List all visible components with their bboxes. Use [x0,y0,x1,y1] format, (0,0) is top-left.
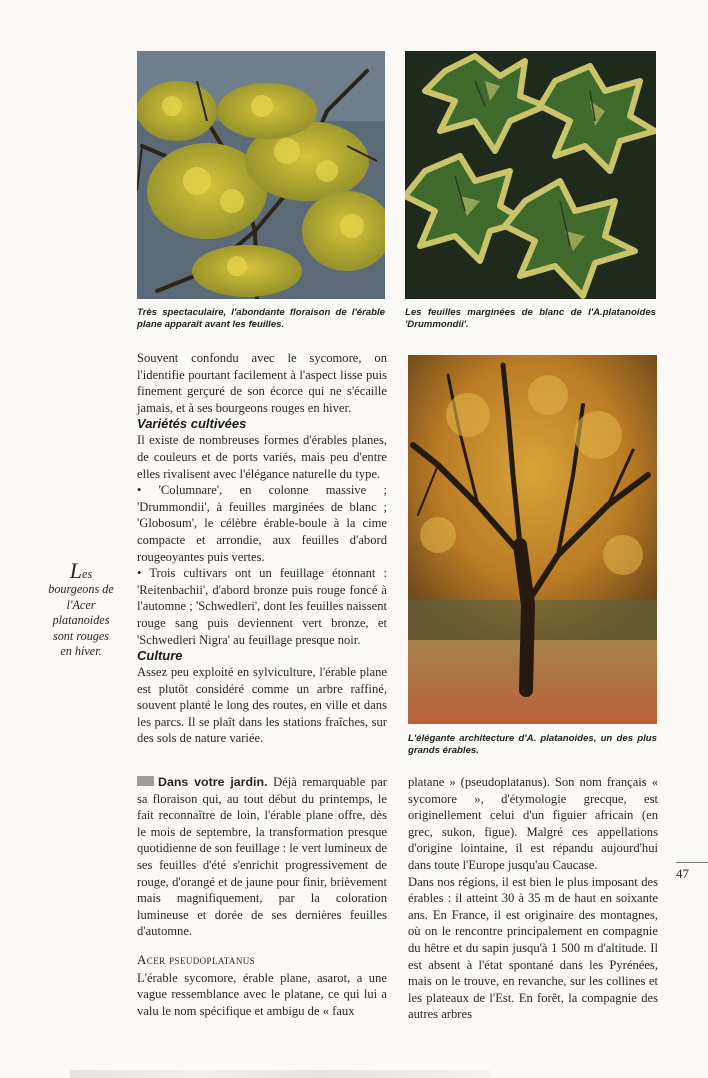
page-number: 47 [676,866,689,881]
heading-varietes: Variétés cultivées [137,416,247,432]
margin-note-text: es bourgeons de l'Acer platanoides sont rouges en hiver. [48,567,114,659]
varietes-paragraph-1: Il existe de nombreuses formes d'érables planes, de couleurs et de ports variés, mais peu d'entre elles rivalisent avec l'élégance naturelle du type. [137,433,387,481]
photo-tree-autumn [408,355,657,724]
section-marker [137,776,154,786]
photo-drummondii-leaves [405,51,656,299]
jardin-lead: Dans votre jardin. [158,775,268,789]
right-paragraph-1: platane » (pseudoplatanus). Son nom français « sycomore », d'étymologie grecque, est originellement celui d'un figuier africain (en grec, sukon, figue). Malgré ces appellations d'origine lointaine, il est répandu aujourd'hui dans toute l'Europe jusqu'au Caucase. [408,775,658,872]
jardin-text: Déjà remarquable par sa floraison qui, au tout début du printemps, le fait reconnaître de loin, l'érable plane offre, dès le mois de septembre, la transformation presque quotidienne de son feuillage : le vert lumineux de ses feuilles d'été s'enrichit progressivement de rouge, d'orangé et de jaune pour finir, brièvement mais magnifiquement, par la coloration lumineuse et dorée de ses dernières feuilles d'automne. [137,775,387,939]
margin-note-initial: L [69,558,83,583]
page-number-rule [676,862,708,863]
pseudo-paragraph: L'érable sycomore, érable plane, asarot, a une vague ressemblance avec le platane, ce qui lui a valu le nom spécifique et ambigu de « faux [137,970,387,1018]
main-text-lower-left [137,774,387,1019]
caption-flowering: Très spectaculaire, l'abondante floraison de l'érable plane apparaît avant les feuilles. [137,307,385,330]
heading-culture: Culture [137,648,183,664]
intro-paragraph: Souvent confondu avec le sycomore, on l'identifie pourtant facilement à l'aspect lisse puis finement gerçuré de son écorce qui ne s'écaille jamais, et à ses bourgeons rouges en hiver. [137,351,387,415]
culture-paragraph: Assez peu exploité en sylviculture, l'érable plane est plutôt considéré comme un arbre raffiné, souvent planté le long des routes, en ville et dans les parcs. Il se plaît dans les stations fraîches, sur des sols de nature variée. [137,665,387,746]
photo-maple-flowering [137,51,385,299]
varietes-paragraph-2: • 'Columnare', en colonne massive ; 'Drummondii', à feuilles marginées de blanc ; 'Globosum', le célèbre érable-boule à la cime compacte et arrondie, aux feuilles d'abord rougeoyantes puis vertes. [137,483,387,564]
section-title-pseudoplatanus: Acer pseudoplatanus [137,951,256,967]
scan-edge [70,1070,490,1078]
jardin-paragraph [137,774,387,940]
caption-leaves: Les feuilles marginées de blanc de l'A.platanoides 'Drummondii'. [405,307,656,330]
margin-note [48,558,114,659]
varietes-paragraph-3: • Trois cultivars ont un feuillage étonnant : 'Reitenbachii', d'abord bronze puis rouge foncé à l'automne ; 'Schwedleri', dont les feuilles naissent rouge sang puis deviennent vert bronze, et 'Schwedleri Nigra' au feuillage presque noir. [137,566,387,647]
caption-tree: L'élégante architecture d'A. platanoides, un des plus grands érables. [408,733,657,756]
main-text-upper [137,350,387,747]
right-paragraph-2: Dans nos régions, il est bien le plus imposant des érables : il atteint 30 à 35 m de haut en soixante ans. En France, il est originaire des montagnes, où on le rencontre principalement en compagnie du hêtre et du sapin jusqu'à 1 500 m d'altitude. Il est absent à l'état spontané dans les Pyrénées, mais on le trouve, en revanche, sur les collines et les plateaux de l'Est. En forêt, la compagnie des autres arbres [408,874,658,1022]
main-text-lower-right [408,774,658,1023]
